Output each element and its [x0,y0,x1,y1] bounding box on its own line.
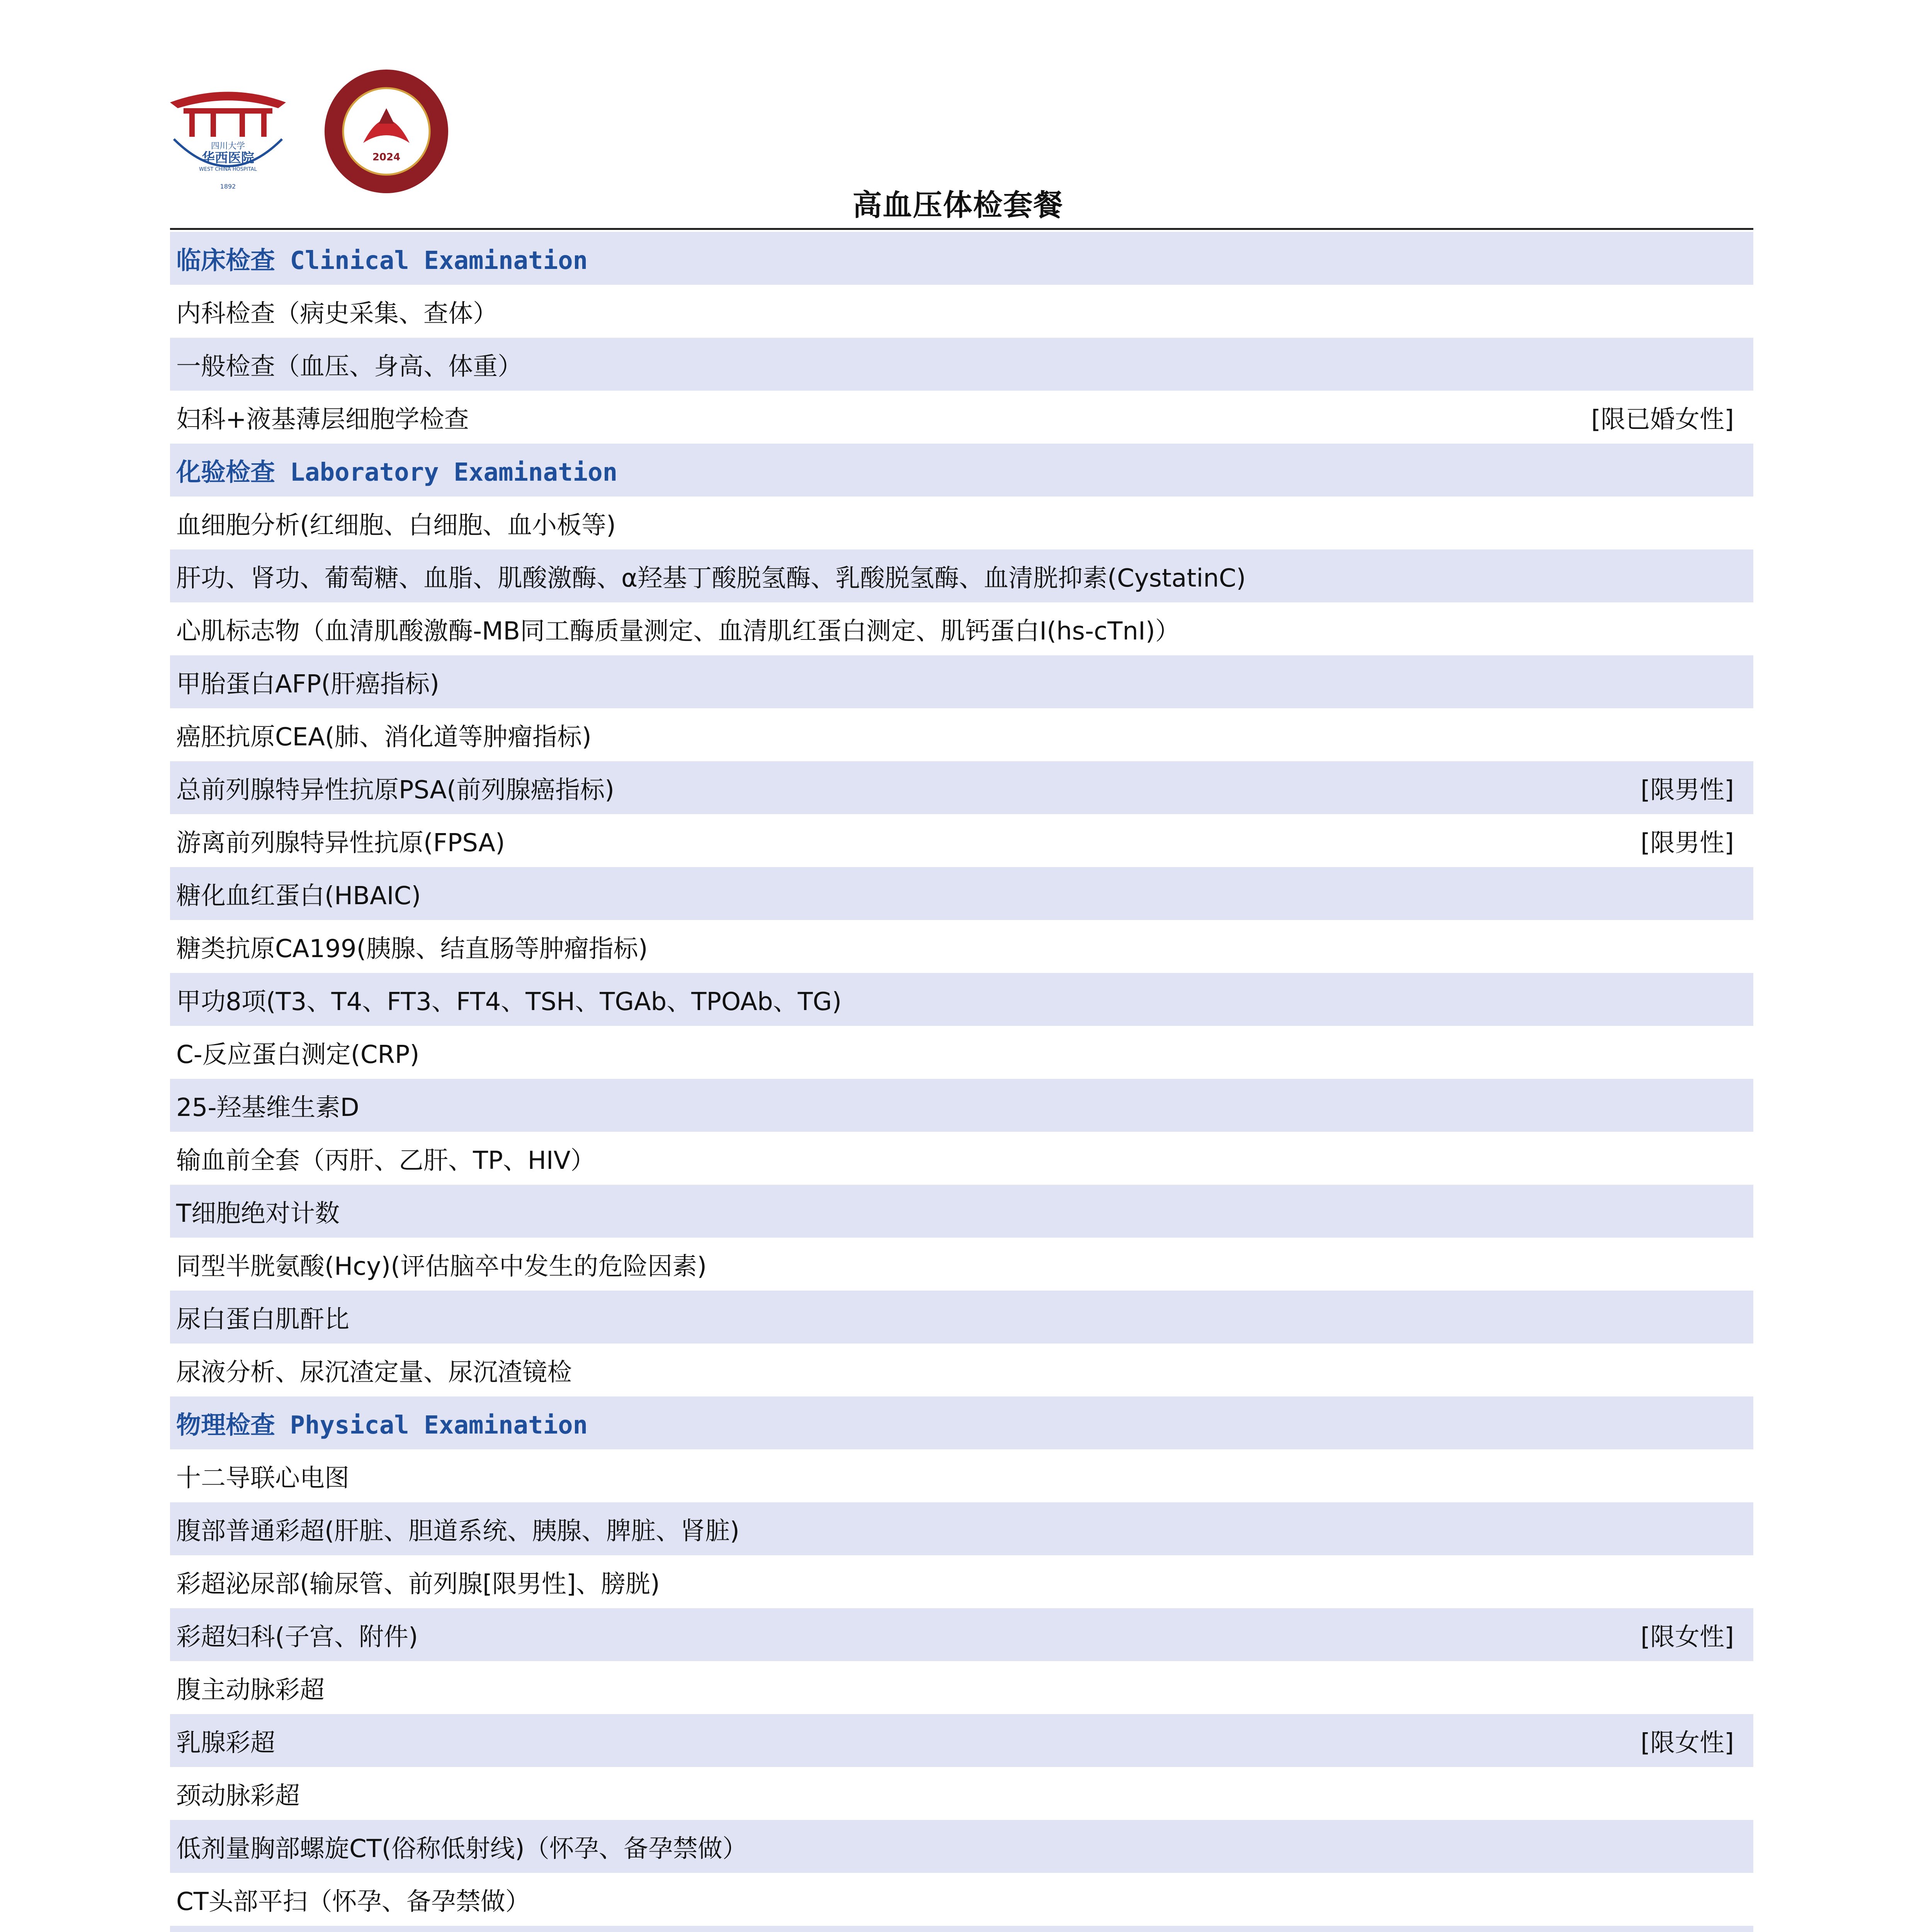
item-label: 输血前全套（丙肝、乙肝、TP、HIV） [176,1146,595,1175]
item-restriction-note: [限女性] [1641,1728,1734,1757]
item-label: 妇科+液基薄层细胞学检查 [176,405,469,434]
item-label: 血细胞分析(红细胞、白细胞、血小板等) [176,511,616,540]
table-row [170,1555,1753,1608]
item-restriction-note: [限已婚女性] [1591,405,1734,434]
item-label: 低剂量胸部螺旋CT(俗称低射线)（怀孕、备孕禁做） [176,1834,747,1863]
section-header [170,444,1753,497]
item-label: 尿白蛋白肌酐比 [176,1305,349,1334]
table-row [170,602,1753,655]
table-row [170,814,1753,867]
table-row [170,1661,1753,1714]
table-row [170,761,1753,814]
table-row [170,708,1753,761]
table-row [170,1608,1753,1661]
table-row [170,1873,1753,1926]
table-row [170,1185,1753,1238]
svg-text:2024: 2024 [372,151,401,163]
item-label: 腹主动脉彩超 [176,1675,325,1704]
table-row [170,1026,1753,1079]
item-label: 肝功、肾功、葡萄糖、血脂、肌酸激酶、α羟基丁酸脱氢酶、乳酸脱氢酶、血清胱抑素(CystatinC) [176,564,1246,593]
table-row [170,1820,1753,1873]
section-title: 化验检查 Laboratory Examination [176,458,618,487]
section-title: 物理检查 Physical Examination [176,1411,588,1440]
title-divider [170,228,1753,230]
item-label: 糖类抗原CA199(胰腺、结直肠等肿瘤指标) [176,934,648,963]
item-label: 彩超妇科(子宫、附件) [176,1622,418,1651]
table-row [170,285,1753,338]
item-label: 一般检查（血压、身高、体重） [176,352,522,381]
item-label: 糖化血红蛋白(HBAIC) [176,881,421,910]
table-row [170,1238,1753,1291]
table-row [170,391,1753,444]
item-label: 25-羟基维生素D [176,1093,359,1122]
section-header [170,1396,1753,1449]
item-restriction-note: [限男性] [1641,828,1734,857]
svg-text:华西医院: 华西医院 [202,150,254,166]
exam-items-table [170,232,1753,1932]
item-label: 乳腺彩超 [176,1728,275,1757]
svg-text:四川大学: 四川大学 [211,141,245,151]
west-china-hospital-logo [162,66,294,197]
table-row [170,497,1753,549]
item-restriction-note: [限男性] [1641,776,1734,804]
svg-text:WEST CHINA HOSPITAL: WEST CHINA HOSPITAL [199,167,257,172]
item-label: 游离前列腺特异性抗原(FPSA) [176,828,505,857]
svg-text:1892: 1892 [220,183,236,190]
table-row [170,1926,1753,1932]
table-row [170,1502,1753,1555]
item-label: 颈动脉彩超 [176,1781,300,1810]
page-title: 高血压体检套餐 [852,188,1064,222]
item-label: 甲胎蛋白AFP(肝癌指标) [176,670,440,699]
table-row [170,1291,1753,1344]
table-row [170,1344,1753,1396]
item-label: 甲功8项(T3、T4、FT3、FT4、TSH、TGAb、TPOAb、TG) [176,987,842,1016]
table-row [170,1767,1753,1820]
item-label: CT头部平扫（怀孕、备孕禁做） [176,1887,530,1916]
item-label: 内科检查（病史采集、查体） [176,299,498,328]
table-row [170,1449,1753,1502]
item-label: 总前列腺特异性抗原PSA(前列腺癌指标) [176,776,615,804]
table-row [170,973,1753,1026]
table-row [170,549,1753,602]
item-label: 心肌标志物（血清肌酸激酶-MB同工酶质量测定、血清肌红蛋白测定、肌钙蛋白I(hs-cTnI)） [176,617,1180,646]
item-label: 癌胚抗原CEA(肺、消化道等肿瘤指标) [176,723,592,752]
section-title: 临床检查 Clinical Examination [176,246,588,275]
item-label: 彩超泌尿部(输尿管、前列腺[限男性]、膀胱) [176,1570,660,1599]
logo-group [162,66,452,197]
item-label: C-反应蛋白测定(CRP) [176,1040,420,1069]
item-restriction-note: [限女性] [1641,1622,1734,1651]
hospital-seal-logo [321,66,452,197]
table-row [170,867,1753,920]
item-label: 尿液分析、尿沉渣定量、尿沉渣镜检 [176,1358,572,1387]
table-row [170,655,1753,708]
table-row [170,1714,1753,1767]
table-row [170,338,1753,391]
table-row [170,920,1753,973]
item-label: 腹部普通彩超(肝脏、胆道系统、胰腺、脾脏、肾脏) [176,1517,740,1546]
table-row [170,1132,1753,1185]
item-label: 十二导联心电图 [176,1464,349,1493]
item-label: 同型半胱氨酸(Hcy)(评估脑卒中发生的危险因素) [176,1252,707,1281]
item-label: T细胞绝对计数 [176,1199,340,1228]
section-header [170,232,1753,285]
table-row [170,1079,1753,1132]
